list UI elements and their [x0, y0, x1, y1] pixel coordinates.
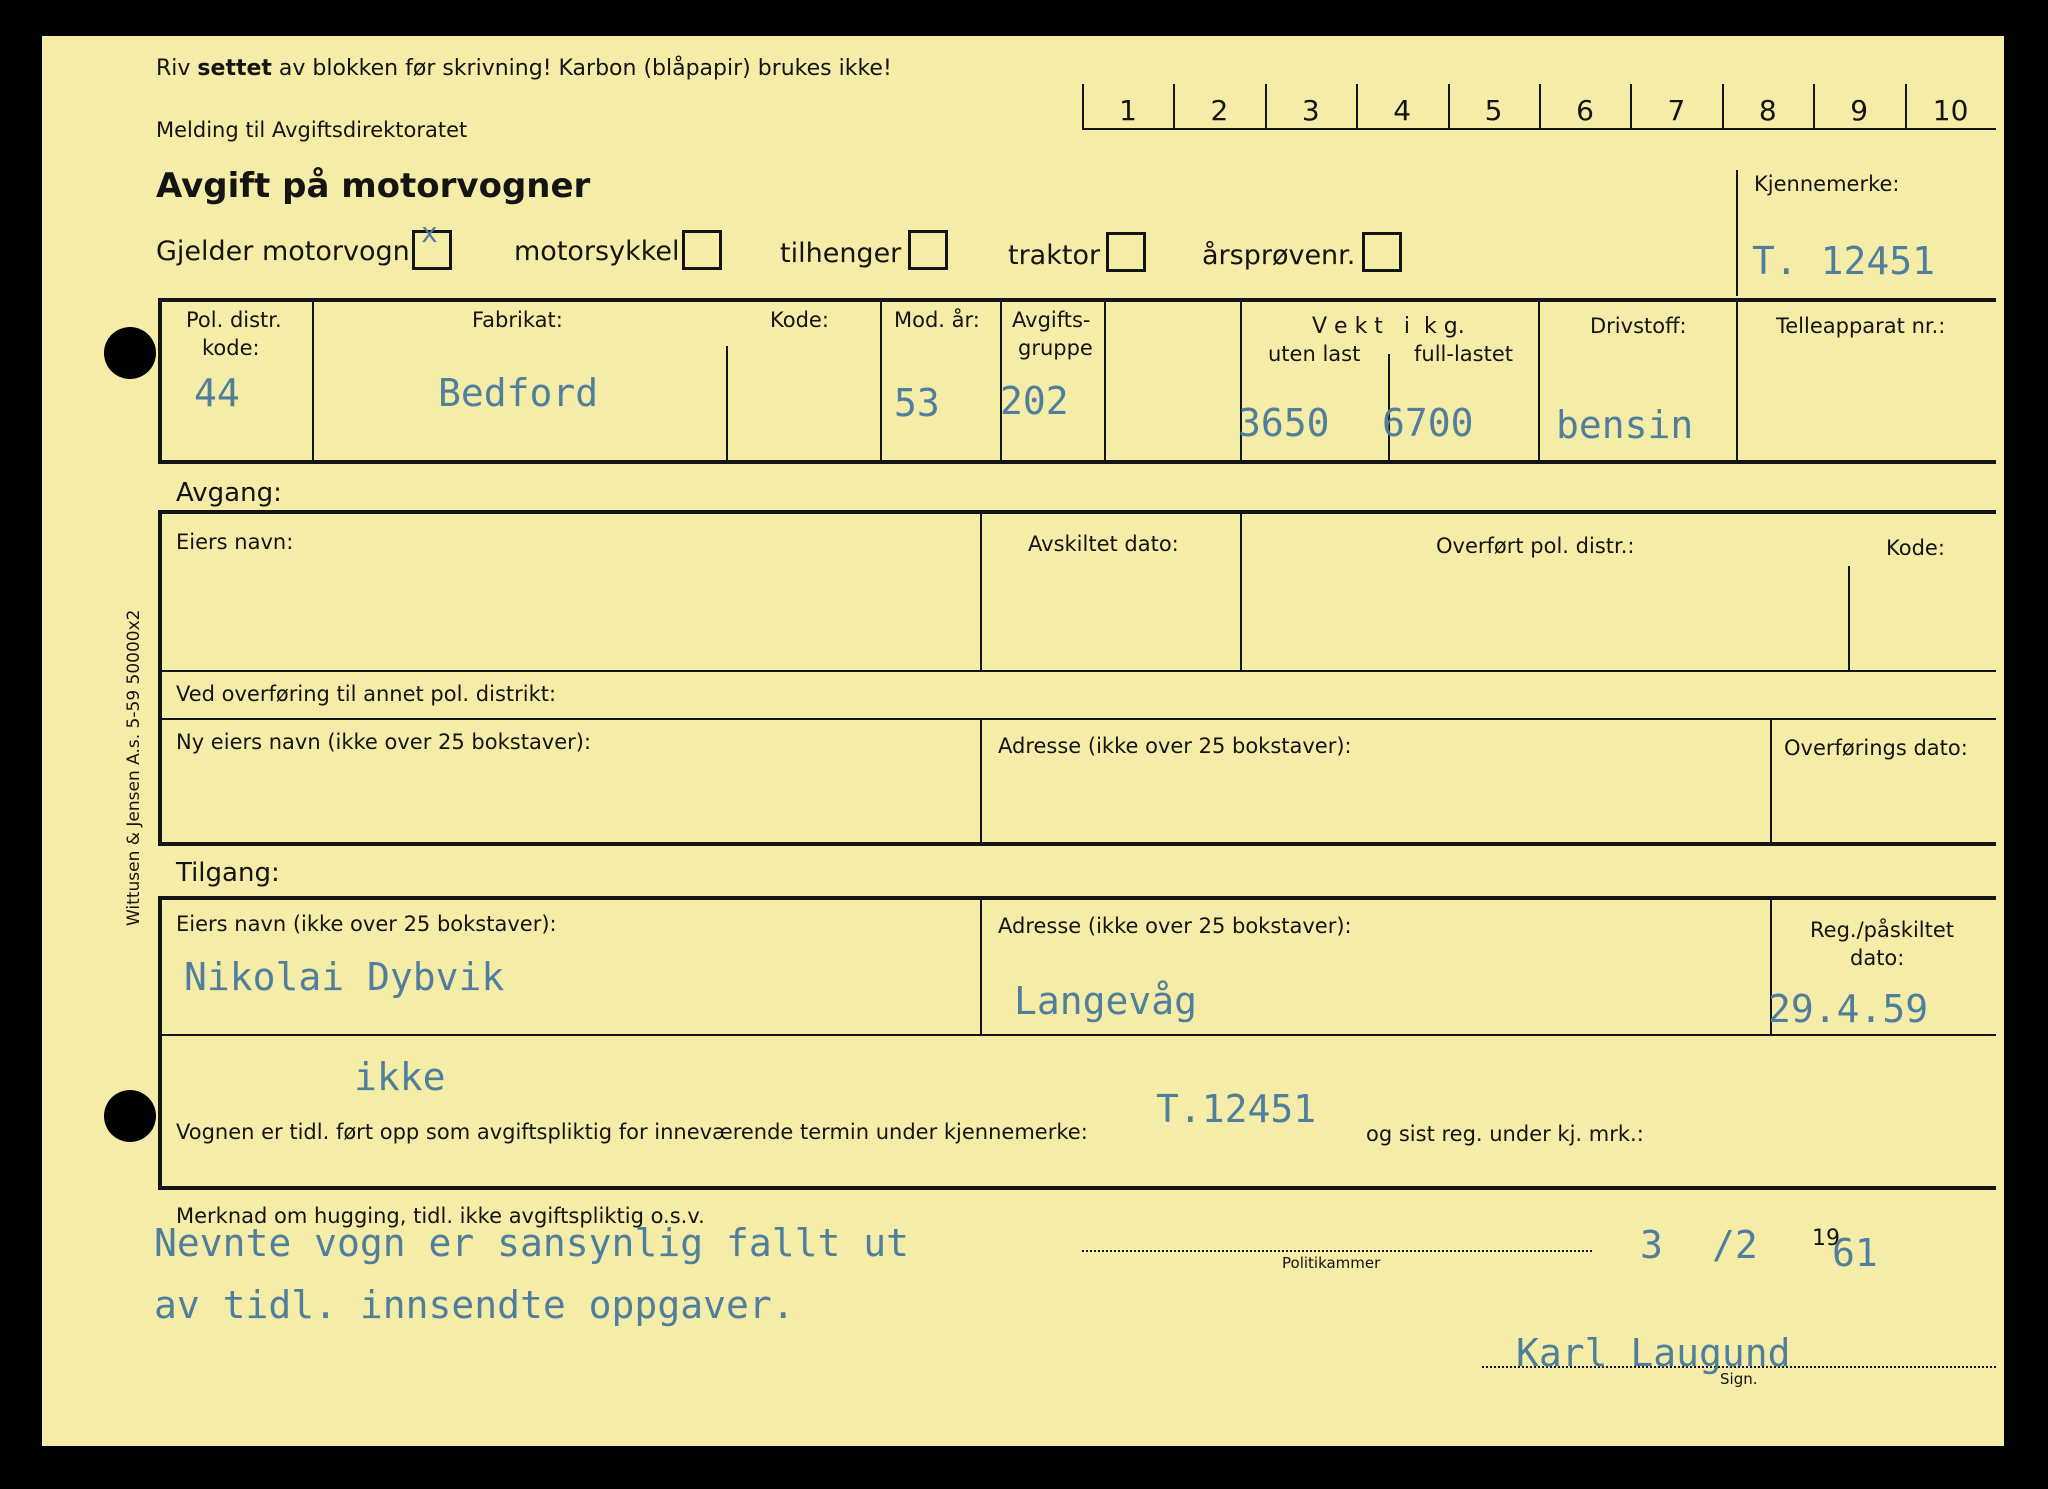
vehicle-table-bottom-rule — [158, 460, 1996, 464]
vehicle-col-divider — [312, 298, 314, 462]
tilgang-left-rule — [158, 896, 162, 1190]
instruction-post: av blokken før skrivning! Karbon (blåpapir) brukes ikke! — [271, 56, 892, 81]
full-lastet-value: 6700 — [1382, 401, 1474, 445]
ny-eiers-navn-label: Ny eiers navn (ikke over 25 bokstaver): — [176, 730, 592, 754]
vehicle-col-divider — [1538, 298, 1540, 462]
date-year: 61 — [1832, 1231, 1878, 1275]
form-title: Avgift på motorvogner — [156, 166, 591, 206]
uten-last-value: 3650 — [1238, 401, 1330, 445]
option-arsprovenr-label: årsprøvenr. — [1202, 240, 1356, 271]
drivstoff-value: bensin — [1556, 403, 1694, 447]
tilgang-section-label: Tilgang: — [176, 858, 280, 888]
uten-last-label: uten last — [1268, 342, 1361, 366]
avgiftsgruppe-label-2: gruppe — [1018, 336, 1093, 360]
avgang-mid-rule-2 — [162, 718, 1996, 720]
checkbox-motorsykkel[interactable] — [682, 230, 722, 270]
tilgang-col-divider — [980, 900, 982, 1034]
number-strip-cell: 3 — [1301, 94, 1320, 127]
avgang-col-divider — [1240, 514, 1242, 670]
pol-distr-value: 44 — [194, 371, 240, 415]
checkbox-motorvogn-mark: x — [421, 216, 438, 249]
avgang-adresse-label: Adresse (ikke over 25 bokstaver): — [998, 734, 1352, 758]
avgiftsgruppe-label-1: Avgifts- — [1012, 308, 1091, 332]
checkbox-traktor[interactable] — [1106, 232, 1146, 272]
checkbox-arsprovenr[interactable] — [1362, 232, 1402, 272]
reg-paskiltet-label-2: dato: — [1850, 946, 1905, 970]
checkbox-tilhenger[interactable] — [908, 230, 948, 270]
avgang-bottom-rule — [158, 842, 1996, 846]
tilgang-mid-rule — [162, 1034, 1996, 1036]
vehicle-col-divider — [1104, 298, 1106, 462]
avgang-col-divider — [980, 514, 982, 670]
vehicle-type-label: Gjelder motorvogn — [156, 236, 410, 267]
vehicle-table-left-rule — [158, 298, 162, 464]
merknad-line-2: av tidl. innsendte oppgaver. — [154, 1283, 795, 1327]
number-strip-cell: 7 — [1667, 94, 1686, 127]
option-motorsykkel-label: motorsykkel — [514, 236, 680, 267]
number-strip-cell: 9 — [1850, 94, 1869, 127]
merknad-label: Merknad om hugging, tidl. ikke avgiftspliktig o.s.v. — [176, 1204, 705, 1228]
avgang-top-rule — [158, 510, 1996, 514]
recipient-text: Melding til Avgiftsdirektoratet — [156, 118, 468, 142]
date-month: /2 — [1712, 1223, 1758, 1267]
form-card — [42, 36, 2004, 1446]
kode-label: Kode: — [770, 308, 829, 332]
printer-imprint: Wittusen & Jensen A.s. 5-59 50000x2 — [124, 609, 144, 926]
politikammer-line — [1082, 1250, 1592, 1252]
kjennemerke-divider — [1736, 170, 1738, 296]
signature-value: Karl Laugund — [1516, 1331, 1791, 1375]
checkbox-motorvogn[interactable] — [412, 216, 452, 270]
tilgang-bottom-rule — [158, 1186, 1996, 1190]
reg-paskiltet-label-1: Reg./påskiltet — [1810, 918, 1955, 942]
ved-overforing-label: Ved overføring til annet pol. distrikt: — [176, 682, 557, 706]
instruction-bold: settet — [197, 56, 272, 81]
sist-reg-label: og sist reg. under kj. mrk.: — [1366, 1122, 1644, 1146]
number-strip-cell: 4 — [1393, 94, 1412, 127]
avskiltet-dato-label: Avskiltet dato: — [1028, 532, 1179, 556]
number-strip-cell: 6 — [1576, 94, 1594, 127]
avgang-col-divider — [1848, 566, 1850, 670]
mod-ar-label: Mod. år: — [894, 308, 980, 332]
number-strip-cell: 1 — [1119, 94, 1137, 127]
politikammer-label: Politikammer — [1282, 1254, 1381, 1272]
pol-distr-label: Pol. distr. — [186, 308, 282, 332]
overfort-pol-distr-label: Overført pol. distr.: — [1436, 534, 1635, 558]
fabrikat-value: Bedford — [438, 371, 599, 415]
tilgang-eiers-navn-value: Nikolai Dybvik — [184, 955, 505, 999]
overforings-dato-label: Overførings dato: — [1784, 736, 1968, 760]
number-strip-baseline — [1082, 128, 1996, 130]
drivstoff-label: Drivstoff: — [1590, 314, 1687, 338]
ikke-value: ikke — [354, 1055, 446, 1099]
vehicle-col-divider — [726, 346, 728, 462]
number-strip-cell: 5 — [1484, 94, 1503, 127]
avgang-mid-rule — [162, 670, 1996, 672]
date-day: 3 — [1640, 1223, 1663, 1267]
date-century: 19 — [1812, 1226, 1840, 1251]
pol-distr-kode-label: kode: — [202, 336, 260, 360]
option-tilhenger-label: tilhenger — [780, 238, 902, 269]
sign-label: Sign. — [1720, 1370, 1758, 1388]
kjennemerke-label: Kjennemerke: — [1754, 172, 1900, 196]
full-lastet-label: full-lastet — [1414, 342, 1513, 366]
punch-hole-bottom — [104, 1090, 156, 1142]
avgiftsgruppe-value: 202 — [1000, 379, 1069, 423]
mod-ar-value: 53 — [894, 381, 940, 425]
tidl-kjennemerke-value: T.12451 — [1156, 1087, 1317, 1131]
telleapparat-label: Telleapparat nr.: — [1776, 314, 1946, 338]
vehicle-col-divider — [880, 298, 882, 462]
fabrikat-label: Fabrikat: — [472, 308, 563, 332]
instruction-text — [156, 58, 892, 80]
tilgang-top-rule — [158, 896, 1996, 900]
avgang-left-rule — [158, 510, 162, 844]
reg-paskiltet-value: 29.4.59 — [1768, 987, 1929, 1031]
avgang-col-divider — [1770, 720, 1772, 842]
option-traktor-label: traktor — [1008, 240, 1101, 271]
avgang-eiers-navn-label: Eiers navn: — [176, 530, 294, 554]
punch-hole-top — [104, 327, 156, 379]
merknad-line-1: Nevnte vogn er sansynlig fallt ut — [154, 1221, 909, 1265]
tidl-fort-statement: Vognen er tidl. ført opp som avgiftspliktig for inneværende termin under kjennemerke: — [176, 1120, 1088, 1144]
kjennemerke-value: T. 12451 — [1752, 239, 1936, 283]
number-strip-cell: 10 — [1932, 94, 1969, 127]
tilgang-adresse-label: Adresse (ikke over 25 bokstaver): — [998, 914, 1352, 938]
tilgang-eiers-navn-label: Eiers navn (ikke over 25 bokstaver): — [176, 912, 557, 936]
number-strip-cell: 2 — [1210, 94, 1229, 127]
vehicle-table-top-rule — [158, 298, 1996, 302]
vekt-label: V e k t i k g. — [1312, 314, 1465, 339]
avgang-kode-label: Kode: — [1886, 536, 1945, 560]
vehicle-col-divider — [1736, 298, 1738, 462]
tilgang-adresse-value: Langevåg — [1014, 979, 1198, 1023]
avgang-section-label: Avgang: — [176, 478, 282, 508]
avgang-col-divider — [980, 720, 982, 842]
number-strip-cell: 8 — [1758, 94, 1777, 127]
instruction-pre: Riv — [156, 56, 198, 81]
